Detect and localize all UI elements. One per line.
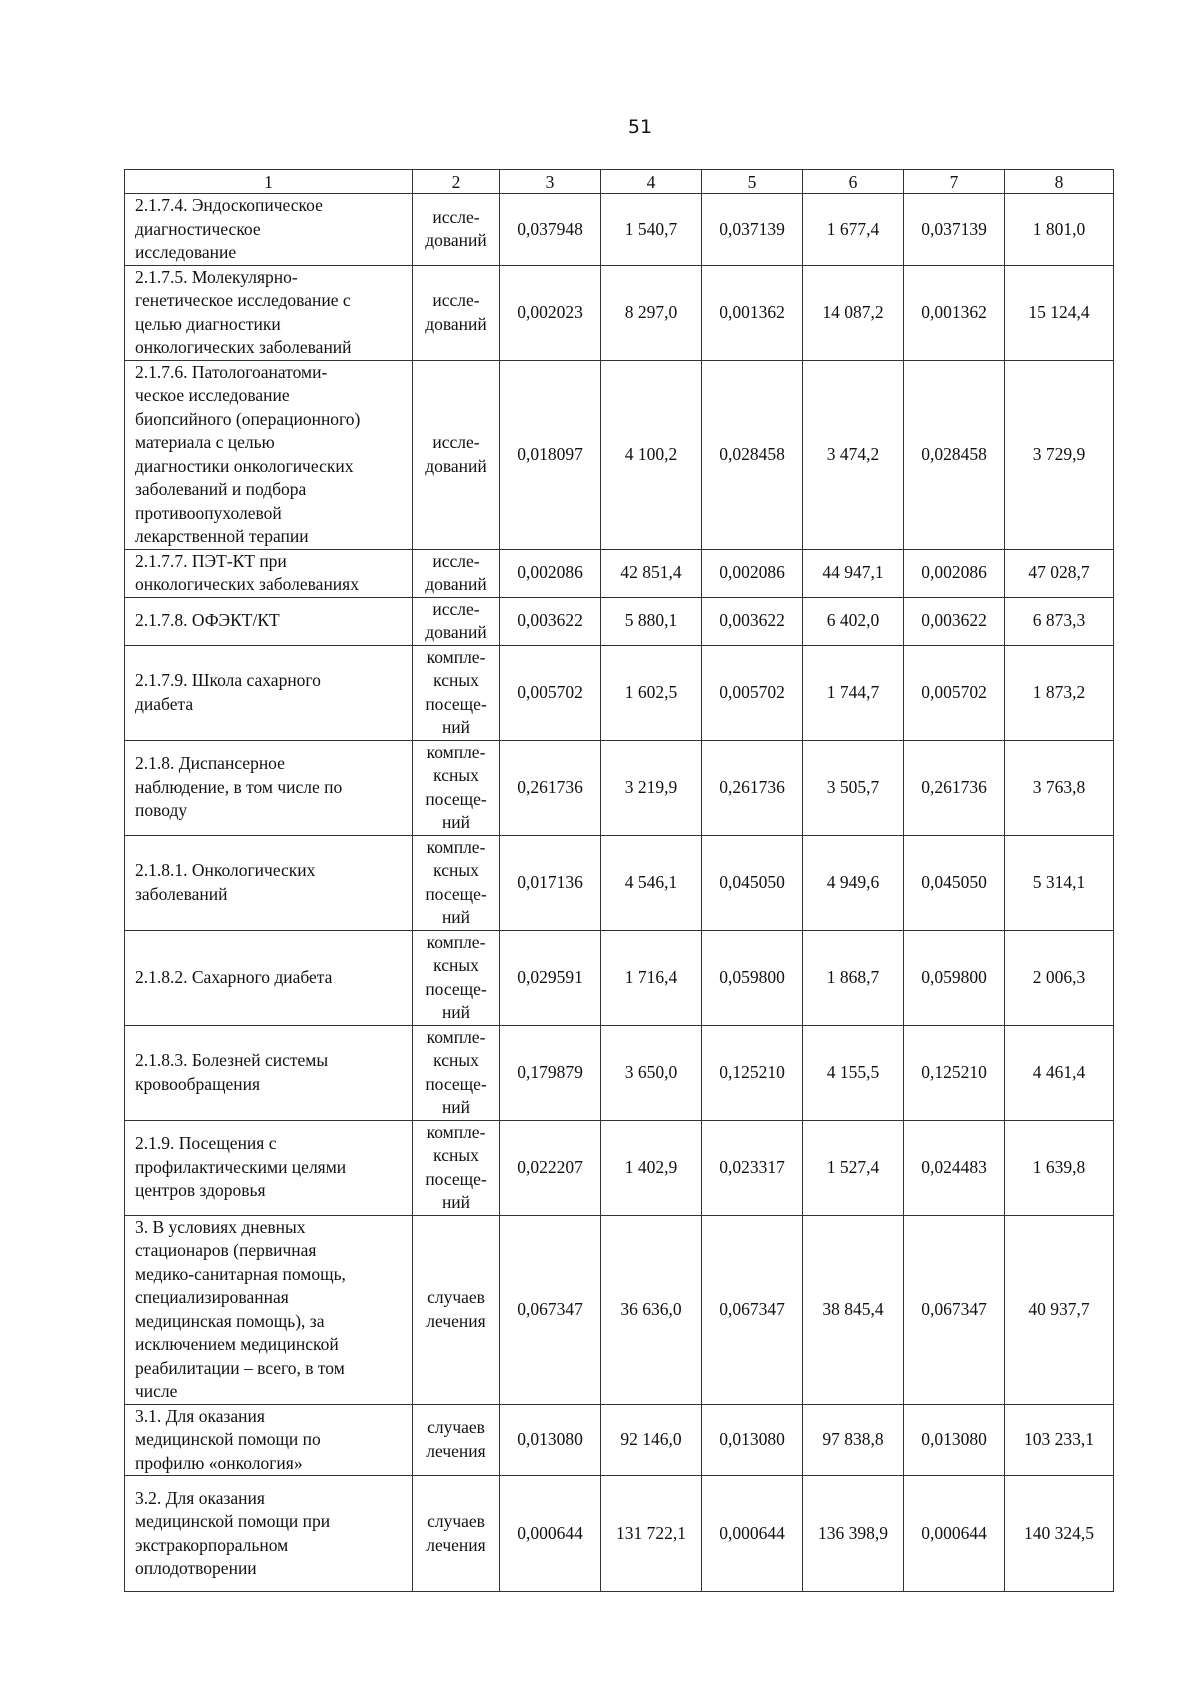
row-unit-cell [413,740,500,835]
row-unit: иссле- дований [425,550,487,594]
value-cell: 0,003622 [500,597,601,645]
row-unit-cell [413,835,500,930]
value-cell: 92 146,0 [601,1404,702,1476]
value-cell: 1 744,7 [803,645,904,740]
value-cell: 140 324,5 [1005,1476,1114,1592]
row-unit: компле- ксных посеще- ний [425,741,487,832]
row-name-cell [125,835,413,930]
row-unit: иссле- дований [425,206,487,251]
value-cell: 1 639,8 [1005,1120,1114,1215]
value-cell: 136 398,9 [803,1476,904,1592]
row-unit-cell [413,194,500,266]
value-cell: 2 006,3 [1005,930,1114,1025]
value-cell: 0,005702 [904,645,1005,740]
value-cell: 0,059800 [904,930,1005,1025]
value-cell: 0,067347 [500,1215,601,1404]
value-cell: 0,013080 [904,1404,1005,1476]
row-unit-cell [413,1476,500,1592]
column-header: 7 [904,170,1005,194]
value-cell: 0,002086 [904,549,1005,597]
value-cell: 0,000644 [904,1476,1005,1592]
row-unit-cell [413,265,500,360]
row-name: 3.2. Для оказания медицинской помощи при экстракорпоральном оплодотворении [135,1487,331,1578]
row-name: 2.1.7.8. ОФЭКТ/КТ [135,610,280,631]
row-unit-cell [413,597,500,645]
table-row [125,1215,1114,1404]
value-cell: 0,037139 [702,194,803,266]
column-header: 6 [803,170,904,194]
row-unit-cell [413,360,500,549]
row-unit: иссле- дований [425,598,487,642]
row-name-cell [125,1404,413,1476]
row-name: 2.1.7.7. ПЭТ-КТ при онкологических заболеваниях [135,550,359,594]
value-cell: 1 677,4 [803,194,904,266]
value-cell: 0,018097 [500,360,601,549]
tariff-table [124,169,1114,1592]
value-cell: 4 461,4 [1005,1025,1114,1120]
value-cell: 0,001362 [702,265,803,360]
value-cell: 0,125210 [702,1025,803,1120]
value-cell: 3 474,2 [803,360,904,549]
value-cell: 15 124,4 [1005,265,1114,360]
row-unit-cell [413,1120,500,1215]
value-cell: 0,000644 [500,1476,601,1592]
row-name: 2.1.7.5. Молекулярно- генетическое исследование с целью диагностики онкологических заболеваний [135,266,352,357]
table-row [125,597,1114,645]
row-name-cell [125,360,413,549]
value-cell: 3 219,9 [601,740,702,835]
value-cell: 4 949,6 [803,835,904,930]
value-cell: 0,261736 [702,740,803,835]
value-cell: 36 636,0 [601,1215,702,1404]
table-row [125,740,1114,835]
value-cell: 0,037139 [904,194,1005,266]
row-unit: компле- ксных посеще- ний [425,1026,487,1117]
row-name: 2.1.7.6. Патологоанатоми- ческое исследование биопсийного (операционного) материала с целью диагностики онкологических заболеваний и подбора противоопухолевой лекарственной терапии [135,361,361,546]
row-name-cell [125,549,413,597]
page-number: 51 [627,116,653,138]
row-unit: иссле- дований [425,290,487,334]
value-cell: 0,028458 [702,360,803,549]
row-name-cell [125,194,413,266]
value-cell: 0,001362 [904,265,1005,360]
value-cell: 97 838,8 [803,1404,904,1476]
value-cell: 1 801,0 [1005,194,1114,266]
table-row [125,360,1114,549]
value-cell: 5 314,1 [1005,835,1114,930]
value-cell: 0,017136 [500,835,601,930]
row-unit-cell [413,645,500,740]
value-cell: 131 722,1 [601,1476,702,1592]
value-cell: 0,003622 [702,597,803,645]
row-unit: случаев лечения [426,1417,486,1461]
value-cell: 0,024483 [904,1120,1005,1215]
column-header: 2 [413,170,500,194]
table-row [125,194,1114,266]
table-row [125,1404,1114,1476]
row-unit-cell [413,1215,500,1404]
value-cell: 0,261736 [500,740,601,835]
row-name: 2.1.7.9. Школа сахарного диабета [135,670,321,714]
value-cell: 4 155,5 [803,1025,904,1120]
row-unit-cell [413,549,500,597]
value-cell: 1 527,4 [803,1120,904,1215]
row-name-cell [125,1215,413,1404]
value-cell: 0,002086 [500,549,601,597]
value-cell: 1 540,7 [601,194,702,266]
value-cell: 38 845,4 [803,1215,904,1404]
row-unit: компле- ксных посеще- ний [425,931,487,1022]
value-cell: 40 937,7 [1005,1215,1114,1404]
row-unit: случаев лечения [426,1287,486,1331]
table-row [125,1120,1114,1215]
value-cell: 1 602,5 [601,645,702,740]
row-name-cell [125,1476,413,1592]
row-name-cell [125,930,413,1025]
row-name-cell [125,1025,413,1120]
value-cell: 0,261736 [904,740,1005,835]
value-cell: 6 873,3 [1005,597,1114,645]
value-cell: 3 505,7 [803,740,904,835]
table-row [125,1476,1114,1592]
row-unit: компле- ксных посеще- ний [425,1121,487,1212]
value-cell: 0,067347 [702,1215,803,1404]
value-cell: 3 763,8 [1005,740,1114,835]
table-row [125,835,1114,930]
value-cell: 0,002023 [500,265,601,360]
value-cell: 8 297,0 [601,265,702,360]
table-row [125,645,1114,740]
value-cell: 0,059800 [702,930,803,1025]
row-name: 2.1.7.4. Эндоскопическое диагностическое исследование [135,195,323,262]
value-cell: 0,037948 [500,194,601,266]
row-name-cell [125,265,413,360]
table-row [125,265,1114,360]
value-cell: 5 880,1 [601,597,702,645]
row-unit-cell [413,1404,500,1476]
table-row [125,549,1114,597]
value-cell: 4 100,2 [601,360,702,549]
row-unit: случаев лечения [426,1511,486,1555]
row-name-cell [125,645,413,740]
value-cell: 4 546,1 [601,835,702,930]
column-header: 3 [500,170,601,194]
table-row [125,930,1114,1025]
column-header: 4 [601,170,702,194]
value-cell: 0,005702 [500,645,601,740]
row-unit: компле- ксных посеще- ний [425,836,487,927]
value-cell: 1 402,9 [601,1120,702,1215]
value-cell: 0,002086 [702,549,803,597]
row-name: 2.1.8.1. Онкологических заболеваний [135,860,316,904]
row-unit-cell [413,1025,500,1120]
row-unit: иссле- дований [425,432,487,476]
column-header-row [125,170,1114,194]
row-name: 2.1.9. Посещения с профилактическими целями центров здоровья [135,1133,347,1201]
value-cell: 0,029591 [500,930,601,1025]
value-cell: 14 087,2 [803,265,904,360]
value-cell: 1 868,7 [803,930,904,1025]
value-cell: 3 729,9 [1005,360,1114,549]
value-cell: 44 947,1 [803,549,904,597]
value-cell: 1 873,2 [1005,645,1114,740]
row-name-cell [125,597,413,645]
row-name-cell [125,1120,413,1215]
value-cell: 0,000644 [702,1476,803,1592]
value-cell: 1 716,4 [601,930,702,1025]
value-cell: 6 402,0 [803,597,904,645]
value-cell: 3 650,0 [601,1025,702,1120]
value-cell: 0,003622 [904,597,1005,645]
column-header: 1 [125,170,413,194]
table-row [125,1025,1114,1120]
value-cell: 42 851,4 [601,549,702,597]
row-name: 3.1. Для оказания медицинской помощи по профилю «онкология» [135,1405,321,1473]
column-header: 5 [702,170,803,194]
row-name: 2.1.8. Диспансерное наблюдение, в том числе по поводу [135,753,343,821]
row-unit: компле- ксных посеще- ний [425,646,487,737]
value-cell: 0,067347 [904,1215,1005,1404]
value-cell: 0,028458 [904,360,1005,549]
value-cell: 0,023317 [702,1120,803,1215]
row-name: 3. В условиях дневных стационаров (первичная медико-санитарная помощь, специализированная медицинская помощь), за исключением медицинской реабилитации – всего, в том числе [135,1216,346,1401]
value-cell: 0,013080 [500,1404,601,1476]
row-name: 2.1.8.2. Сахарного диабета [135,966,333,987]
row-name-cell [125,740,413,835]
value-cell: 0,022207 [500,1120,601,1215]
value-cell: 0,013080 [702,1404,803,1476]
value-cell: 0,125210 [904,1025,1005,1120]
value-cell: 0,045050 [904,835,1005,930]
row-unit-cell [413,930,500,1025]
value-cell: 0,005702 [702,645,803,740]
value-cell: 0,179879 [500,1025,601,1120]
value-cell: 0,045050 [702,835,803,930]
column-header: 8 [1005,170,1114,194]
value-cell: 47 028,7 [1005,549,1114,597]
value-cell: 103 233,1 [1005,1404,1114,1476]
row-name: 2.1.8.3. Болезней системы кровообращения [135,1050,329,1094]
